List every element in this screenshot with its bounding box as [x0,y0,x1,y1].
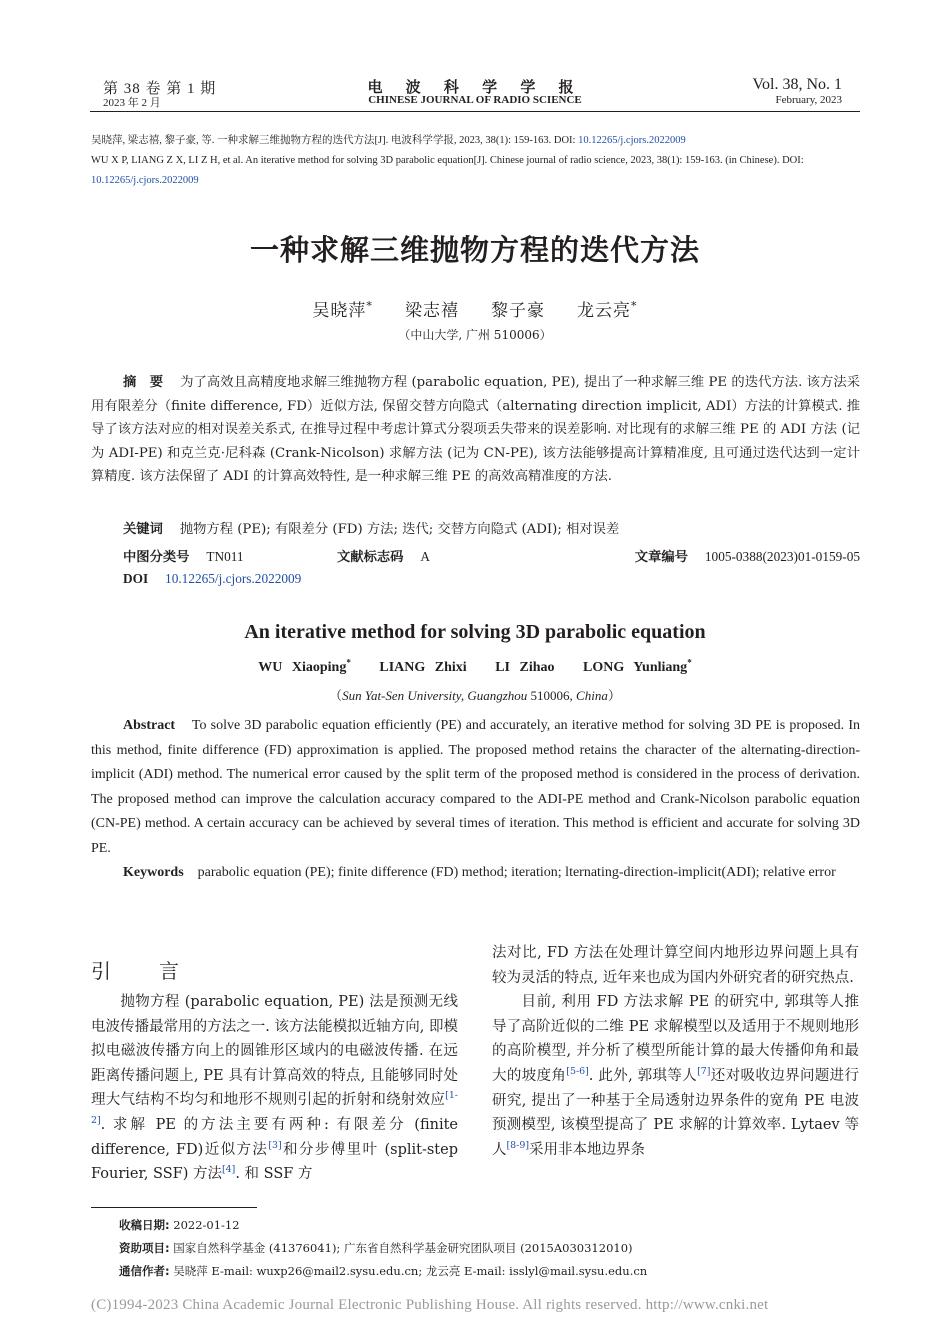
reference-link[interactable]: [3] [268,1139,282,1151]
footnote-correspondence: 通信作者: 吴晓萍 E-mail: wuxp26@mail2.sysu.edu.cn; 龙云亮 E-mail: isslyl@mail.sysu.edu.cn [119,1264,648,1278]
authors-cn [0,296,950,321]
author-cn: 梁志禧 [404,301,459,321]
reference-link[interactable]: [1-2] [91,1090,458,1127]
reference-link[interactable]: [5-6] [566,1066,589,1078]
authors-en [0,657,950,676]
footnote-funding: 资助项目: 国家自然科学基金 (41376041); 广东省自然科学基金研究团队项目 (2015A030312010) [119,1241,633,1255]
author-en: LONG Yunliang* [583,657,692,675]
issue-date-cn: 2023 年 2 月 [103,97,161,109]
doc-code: 文献标志码 A [337,549,431,565]
footnote-rule [91,1207,257,1208]
affiliation-en: （Sun Yat-Sen University, Guangzhou 510006, China） [329,688,621,703]
journal-name-en: CHINESE JOURNAL OF RADIO SCIENCE [368,94,582,106]
keywords-cn-text: 抛物方程 (PE); 有限差分 (FD) 方法; 迭代; 交替方向隐式 (ADI); 相对误差 [179,522,620,537]
journal-name-cn: 电 波 科 学 学 报 [367,78,583,96]
reference-link[interactable]: [7] [697,1066,711,1078]
body-column-right [492,941,859,1162]
clc: 中图分类号 TN011 [123,549,244,565]
header-rule [90,111,860,112]
abstract-en-label: Abstract [123,718,176,733]
reference-link[interactable]: [4] [221,1164,236,1176]
citation-en-doi-link[interactable]: 10.12265/j.cjors.2022009 [91,175,199,186]
cnki-watermark: (C)1994-2023 China Academic Journal Electronic Publishing House. All rights reserved. http://www.cnki.net [91,1297,769,1313]
keywords-en-label: Keywords [123,865,184,880]
author-cn: 黎子豪 [491,301,546,321]
title-cn: 一种求解三维抛物方程的迭代方法 [249,233,700,267]
citation-cn: 吴晓萍, 梁志禧, 黎子豪, 等. 一种求解三维抛物方程的迭代方法[J]. 电波科学学报, 2023, 38(1): 159-163. DOI: 10.12265/j.cjors.2022009 [91,135,686,146]
citation-cn-doi-link[interactable]: 10.12265/j.cjors.2022009 [578,135,686,146]
doi-row [123,571,860,587]
article-number: 文章编号 1005-0388(2023)01-0159-05 [634,549,860,565]
abstract-cn-label: 摘 要 [123,375,164,390]
body-column-left: 抛物方程 (parabolic equation, PE) 法是预测无线电波传播最常用的方法之一. 该方法能模拟近轴方向, 即模拟电磁波传播方向上的圆锥形区域内的电磁波传播. 在远距离传播问题上, PE 具有计算高效的特点, 且能够同时处理大气结构不均匀和地形不规则引起的折射和绕射效应[1-2]. 求解 PE 的方法主要有两种: 有限差分 (finite difference, FD)近似方法[3]和分步傅里叶 (split-step Fourier, SSF) 方法[4]. 和 SSF 方 [91,994,458,1183]
paragraph: 目前, 利用 FD 方法求解 PE 的研究中, 郭琪等人推导了高阶近似的二维 PE 求解模型以及适用于不规则地形的高阶模型, 并分析了模型所能计算的最大传播仰角和最大的坡度角[5-6]. 此外, 郭琪等人[7]还对吸收边界问题进行研究, 提出了一种基于全局透射边界条件的宽角 PE 电波预测模型, 该模型提高了 PE 求解的计算效率. Lytaev 等人[8-9]采用非本地边界条 [492,994,860,1158]
issue-date-en: February, 2023 [775,94,842,106]
author-en: LI Zihao [495,660,555,675]
abstract-en-text: To solve 3D parabolic equation efficiently (PE) and accurately, an iterative method for solving 3D PE is proposed. In this method, finite difference (FD) approximation is applied. The proposed method retains the character of the alternating-direction-implicit (ADI) method. The numerical error caused by the split term of the proposed method is considered in the process of derivation. The proposed method can improve the calculation accuracy compared to the ADI-PE method and Crank-Nicolson parabolic equation (CN-PE) method. A certain accuracy can be achieved by several times of iteration. This method is efficient and accurate for solving 3D PE. [91,718,861,856]
author-cn: 龙云亮* [577,299,638,321]
keywords-en-text: parabolic equation (PE); finite difference (FD) method; iteration; lternating-direction-implicit(ADI); relative error [197,865,836,880]
author-en: LIANG Zhixi [379,660,467,675]
author-en: WU Xiaoping* [258,657,351,675]
keywords-cn [123,518,860,537]
abstract-en [91,714,860,862]
reference-link[interactable]: [8-9] [506,1139,529,1151]
doi-label: DOI [123,571,149,586]
keywords-cn-label: 关键词 [123,522,163,537]
issue-label: 第 38 卷 第 1 期 [103,81,217,97]
title-en: An iterative method for solving 3D parabolic equation [244,621,706,643]
doi-link[interactable]: 10.12265/j.cjors.2022009 [165,571,302,586]
footnote-received: 收稿日期: 2022-01-12 [119,1218,240,1232]
abstract-cn [91,371,860,489]
author-cn: 吴晓萍* [312,299,373,321]
citation-en: WU X P, LIANG Z X, LI Z H, et al. An iterative method for solving 3D parabolic equation[J]. Chinese journal of radio science, 2023, 38(1): 159-163. (in Chinese). DOI: 10.12265/j.cjors.2022009 [91,155,804,186]
keywords-en [91,861,860,886]
paragraph: 法对比, FD 方法在处理计算空间内地形边界问题上具有较为灵活的特点, 近年来也成为国内外研究者的研究热点. [492,945,859,986]
volume-label: Vol. 38, No. 1 [752,76,842,93]
section-title-introduction: 引 言 [91,959,193,983]
affiliation-cn: （中山大学, 广州 510006） [398,328,552,342]
abstract-cn-text: 为了高效且高精度地求解三维抛物方程 (parabolic equation, PE), 提出了一种求解三维 PE 的迭代方法. 该方法采用有限差分（finite difference, FD）近似方法, 保留交替方向隐式（alternating direction implicit, ADI）方法的计算模式. 推导了该方法对应的相对误差关系式, 在推导过程中考虑计算式分裂项丢失带来的误差影响. 对比现有的求解三维 PE 的 ADI 方法 (记为 ADI-PE) 和克兰克·尼科森 (Crank-Nicolson) 求解方法 (记为 CN-PE), 该方法能够提高计算精准度, 且可通过迭代达到一定计算精度. 该方法保留了 ADI 的计算高效特性, 是一种求解三维 PE 的高效高精准度的方法. [91,375,860,484]
